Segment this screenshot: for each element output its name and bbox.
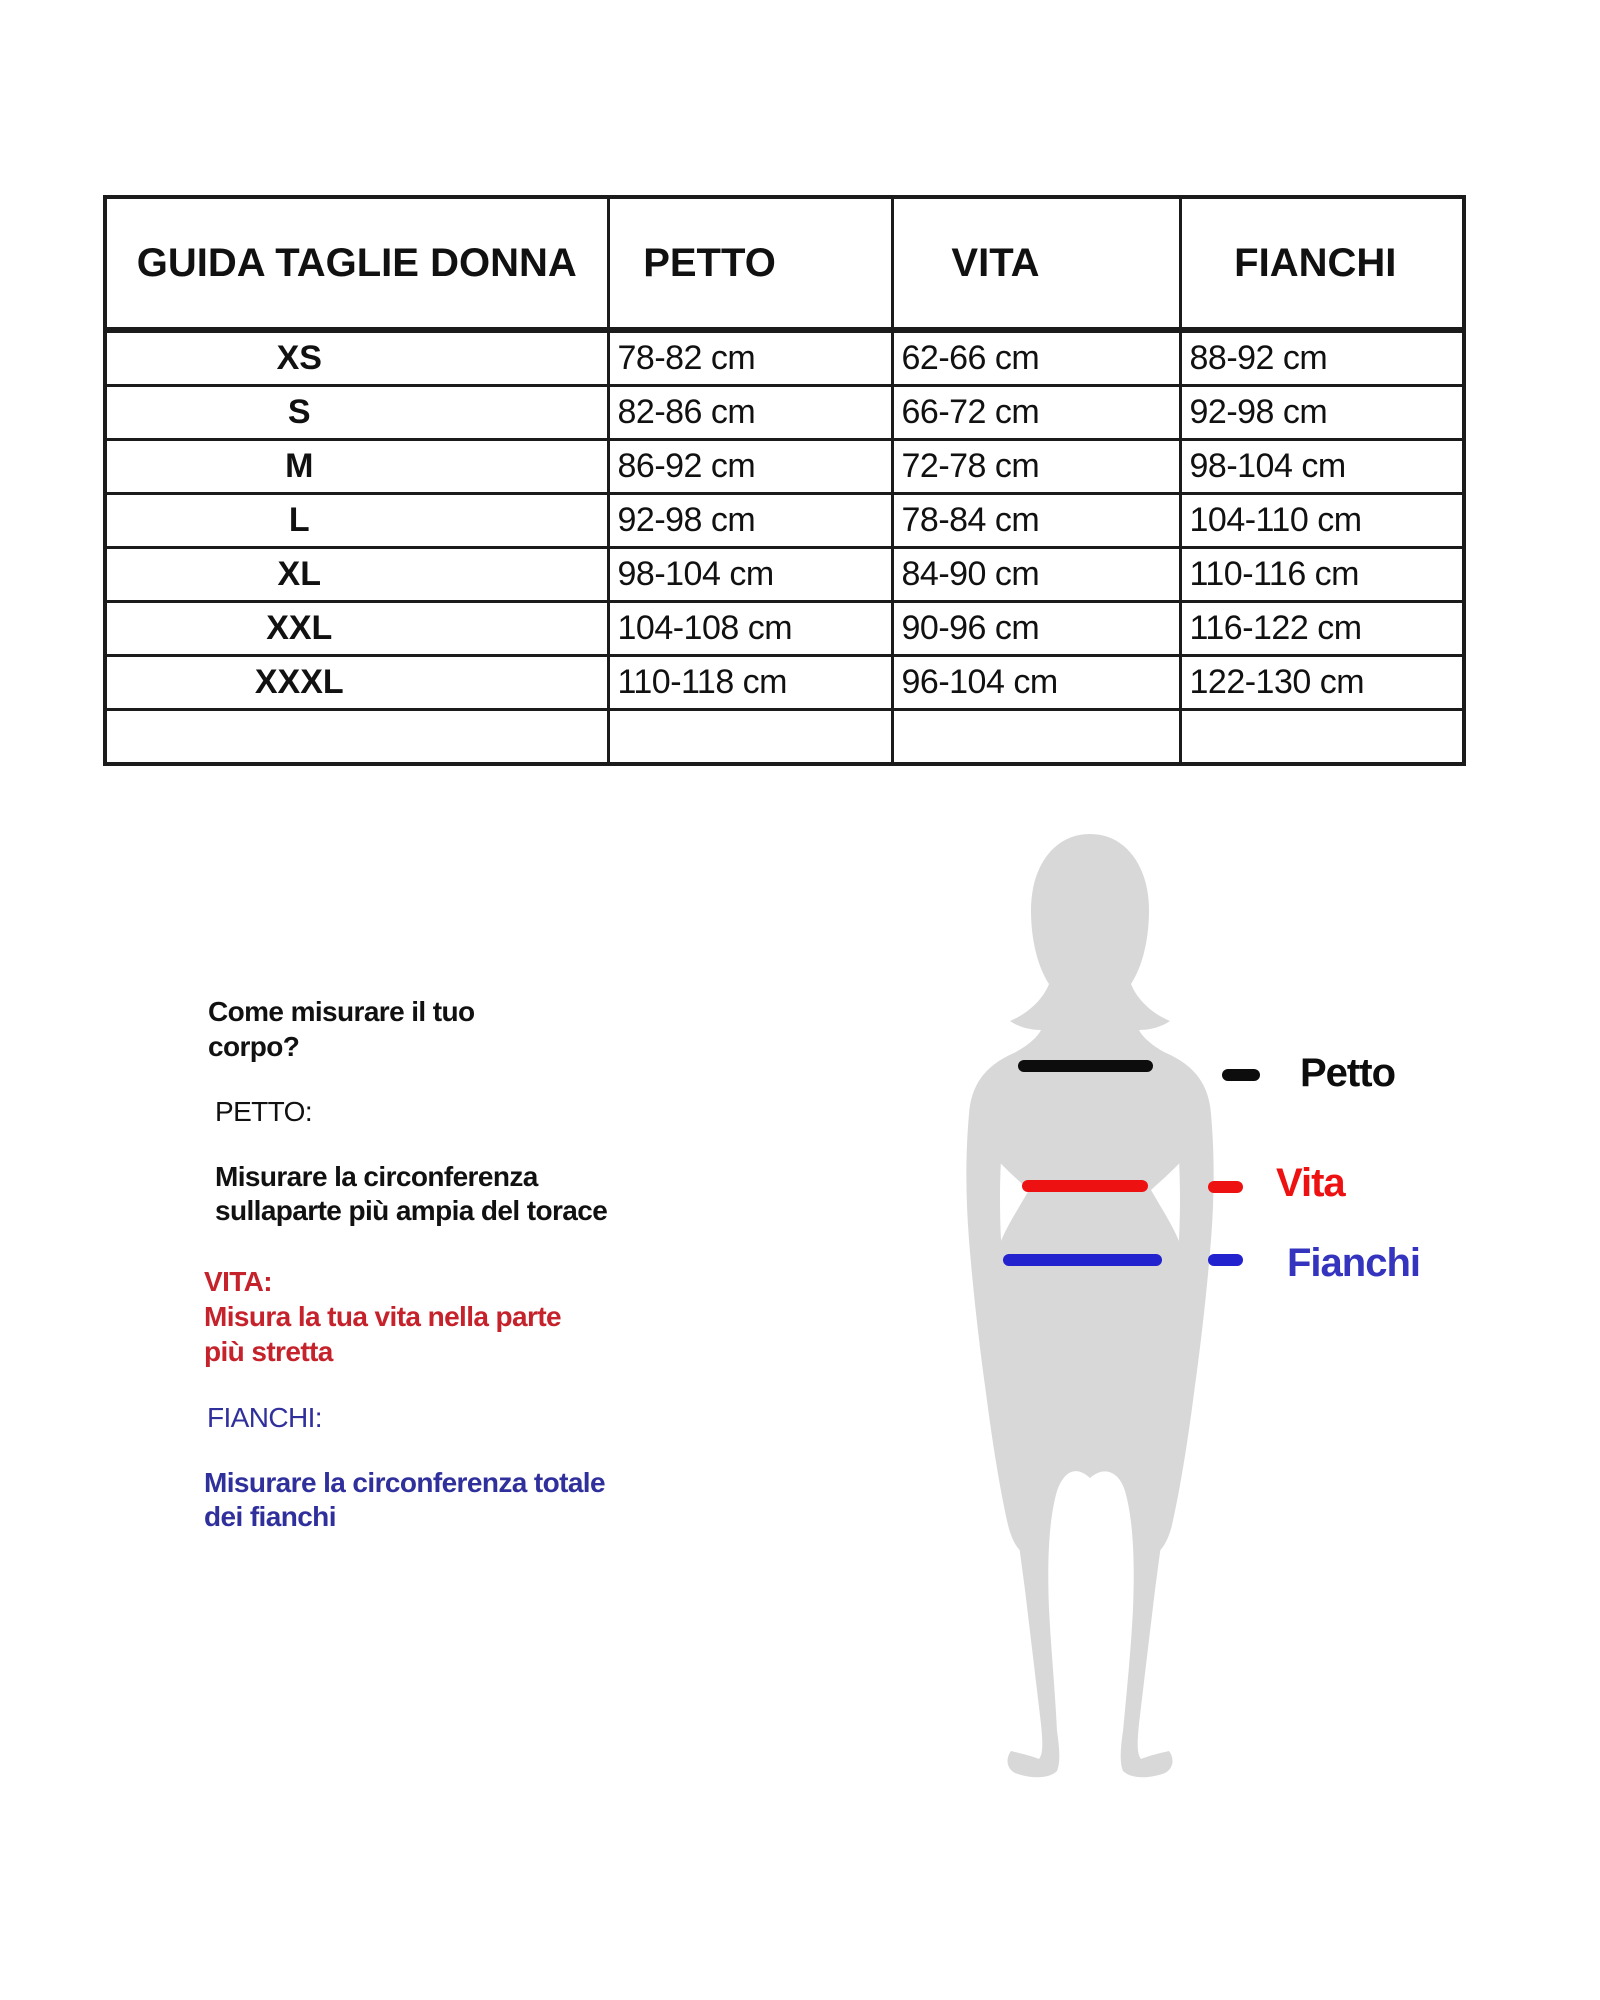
chest-measure-line bbox=[1018, 1060, 1153, 1072]
column-header-vita: VITA bbox=[892, 197, 1180, 330]
table-row bbox=[105, 656, 1464, 710]
table-empty-row bbox=[105, 710, 1464, 765]
fianchi-value-cell: 98-104 cm bbox=[1180, 440, 1464, 494]
vita-value-cell: 66-72 cm bbox=[892, 386, 1180, 440]
size-cell: L bbox=[105, 494, 608, 548]
heading-line: Come misurare il tuo bbox=[208, 996, 475, 1027]
petto-value-cell: 86-92 cm bbox=[608, 440, 892, 494]
table-row bbox=[105, 440, 1464, 494]
vita-legend-dash bbox=[1208, 1181, 1243, 1193]
vita-instruction-line: più stretta bbox=[204, 1336, 333, 1367]
vita-value-cell: 96-104 cm bbox=[892, 656, 1180, 710]
size-cell: XXXL bbox=[105, 656, 608, 710]
waist-measure-line bbox=[1022, 1180, 1148, 1192]
fianchi-value-cell: 104-110 cm bbox=[1180, 494, 1464, 548]
size-cell: M bbox=[105, 440, 608, 494]
vita-value-cell: 90-96 cm bbox=[892, 602, 1180, 656]
petto-label: PETTO: bbox=[215, 1096, 313, 1127]
vita-value-cell: 72-78 cm bbox=[892, 440, 1180, 494]
size-cell: XS bbox=[105, 330, 608, 386]
fianchi-label: FIANCHI: bbox=[207, 1402, 322, 1433]
vita-value-cell bbox=[892, 710, 1180, 765]
size-cell: S bbox=[105, 386, 608, 440]
fianchi-value-cell: 110-116 cm bbox=[1180, 548, 1464, 602]
vita-label: VITA: bbox=[204, 1266, 273, 1297]
petto-value-cell: 82-86 cm bbox=[608, 386, 892, 440]
fianchi-legend-dash bbox=[1208, 1254, 1243, 1266]
column-header-fianchi: FIANCHI bbox=[1180, 197, 1464, 330]
silhouette-shape bbox=[966, 834, 1213, 1777]
petto-value-cell: 98-104 cm bbox=[608, 548, 892, 602]
size-cell: XXL bbox=[105, 602, 608, 656]
petto-instruction bbox=[215, 1160, 607, 1228]
vita-value-cell: 78-84 cm bbox=[892, 494, 1180, 548]
table-row bbox=[105, 602, 1464, 656]
fianchi-value-cell bbox=[1180, 710, 1464, 765]
size-cell bbox=[105, 710, 608, 765]
size-cell: XL bbox=[105, 548, 608, 602]
vita-legend-label: Vita bbox=[1276, 1161, 1345, 1205]
fianchi-value-cell: 92-98 cm bbox=[1180, 386, 1464, 440]
petto-value-cell bbox=[608, 710, 892, 765]
instructions-heading bbox=[208, 994, 475, 1064]
petto-instruction-line: Misurare la circonferenza bbox=[215, 1161, 538, 1192]
vita-value-cell: 84-90 cm bbox=[892, 548, 1180, 602]
table-header-row bbox=[105, 197, 1464, 330]
vita-value-cell: 62-66 cm bbox=[892, 330, 1180, 386]
vita-instruction-line: Misura la tua vita nella parte bbox=[204, 1301, 562, 1332]
petto-value-cell: 92-98 cm bbox=[608, 494, 892, 548]
fianchi-instruction-line: Misurare la circonferenza totale bbox=[204, 1467, 605, 1498]
table-row bbox=[105, 330, 1464, 386]
fianchi-value-cell: 122-130 cm bbox=[1180, 656, 1464, 710]
fianchi-instruction bbox=[204, 1466, 605, 1534]
female-silhouette bbox=[930, 828, 1260, 1780]
vita-instruction bbox=[204, 1264, 561, 1369]
table-title: GUIDA TAGLIE DONNA bbox=[105, 197, 608, 330]
fianchi-legend-label: Fianchi bbox=[1287, 1241, 1421, 1285]
petto-legend-dash bbox=[1222, 1069, 1260, 1081]
table-row bbox=[105, 386, 1464, 440]
size-table bbox=[103, 195, 1466, 766]
fianchi-instruction-line: dei fianchi bbox=[204, 1501, 336, 1532]
heading-line: corpo? bbox=[208, 1031, 300, 1062]
fianchi-value-cell: 88-92 cm bbox=[1180, 330, 1464, 386]
fianchi-value-cell: 116-122 cm bbox=[1180, 602, 1464, 656]
petto-value-cell: 110-118 cm bbox=[608, 656, 892, 710]
table-row bbox=[105, 494, 1464, 548]
petto-instruction-line: sullaparte più ampia del torace bbox=[215, 1195, 608, 1226]
column-header-petto: PETTO bbox=[608, 197, 892, 330]
petto-legend-label: Petto bbox=[1300, 1051, 1395, 1095]
hips-measure-line bbox=[1003, 1254, 1162, 1266]
petto-value-cell: 78-82 cm bbox=[608, 330, 892, 386]
petto-value-cell: 104-108 cm bbox=[608, 602, 892, 656]
table-row bbox=[105, 548, 1464, 602]
